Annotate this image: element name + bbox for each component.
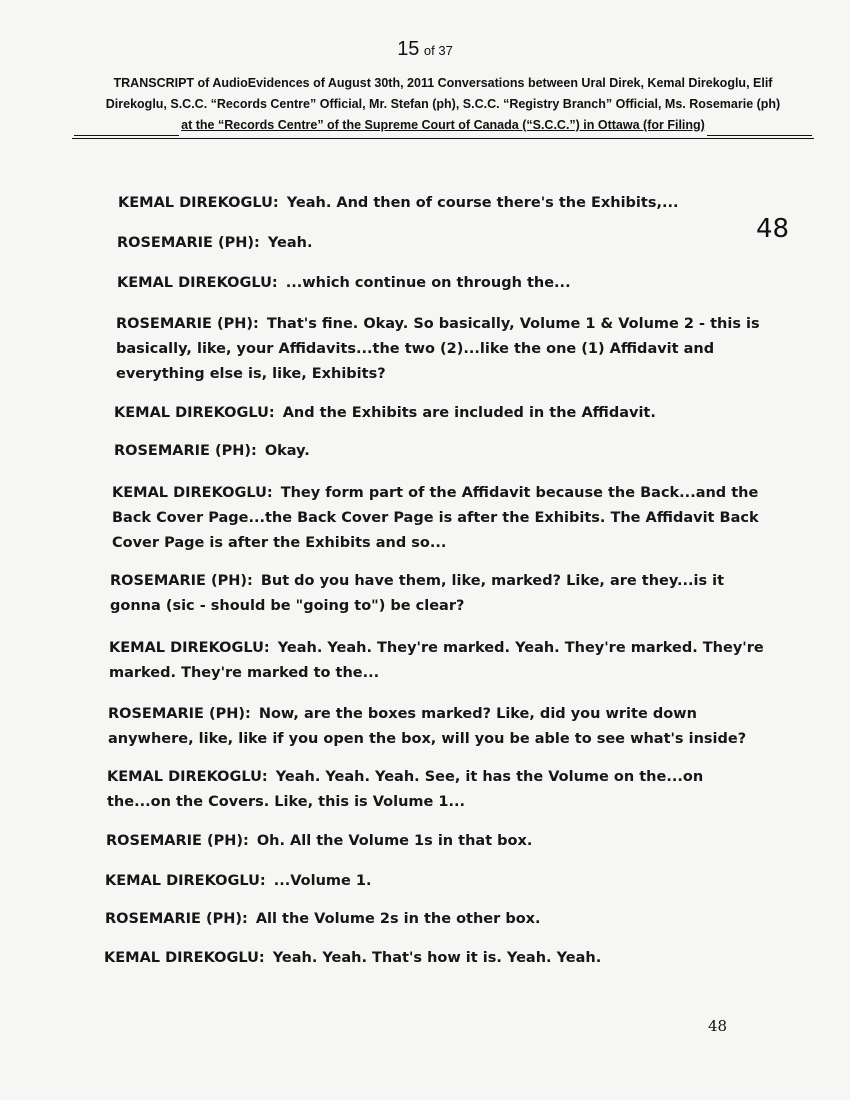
dialogue-turn	[105, 907, 765, 932]
speaker-label: ROSEMARIE (PH):	[108, 706, 251, 722]
dialogue-turn	[104, 946, 764, 971]
dialogue-turn	[108, 702, 768, 752]
header-rule-left	[74, 121, 179, 136]
speaker-label: KEMAL DIREKOGLU:	[112, 485, 273, 501]
dialogue-turn	[106, 829, 766, 854]
speech-text: Yeah. Yeah. That's how it is. Yeah. Yeah.	[272, 950, 602, 966]
speaker-label: KEMAL DIREKOGLU:	[109, 640, 270, 656]
header-line-3-row	[72, 115, 814, 136]
dialogue-turn	[116, 312, 776, 387]
header-rule-right	[707, 121, 812, 136]
speech-text: Yeah. And then of course there's the Exhibits,...	[286, 195, 679, 211]
speaker-label: ROSEMARIE (PH):	[114, 443, 257, 459]
speaker-label: KEMAL DIREKOGLU:	[107, 769, 268, 785]
dialogue-turn	[110, 569, 770, 619]
header-line-1: TRANSCRIPT of AudioEvidences of August 30th, 2011 Conversations between Ural Direk, Kemal Direkoglu, Elif	[113, 76, 773, 90]
speech-text: Now, are the boxes marked? Like, did you write down anywhere, like, like if you open the box, will you be able to see what's inside?	[108, 706, 747, 747]
header-divider	[72, 138, 814, 139]
speaker-label: ROSEMARIE (PH):	[116, 316, 259, 332]
speech-text: But do you have them, like, marked? Like, are they...is it gonna (sic - should be "going to") be clear?	[110, 573, 725, 614]
dialogue-turn	[117, 271, 777, 296]
speaker-label: ROSEMARIE (PH):	[105, 911, 248, 927]
speech-text: Okay.	[264, 443, 310, 459]
speech-text: Yeah.	[267, 235, 313, 251]
dialogue-turn	[114, 401, 774, 426]
speech-text: Yeah. Yeah. Yeah. See, it has the Volume on the...on the...on the Covers. Like, this is Volume 1...	[107, 769, 704, 810]
speaker-label: KEMAL DIREKOGLU:	[104, 950, 265, 966]
page-counter-current: 15	[397, 38, 420, 60]
dialogue-turn	[117, 231, 777, 256]
speech-text: That's fine. Okay. So basically, Volume 1 & Volume 2 - this is basically, like, your Affidavits...the two (2)...like the one (1) Affidavit and everything else is, like, Exhibits?	[116, 316, 760, 382]
dialogue-turn	[107, 765, 767, 815]
dialogue-turn	[109, 636, 769, 686]
speech-text: All the Volume 2s in the other box.	[255, 911, 541, 927]
speaker-label: KEMAL DIREKOGLU:	[105, 873, 266, 889]
speaker-label: KEMAL DIREKOGLU:	[117, 275, 278, 291]
page-counter-total: of 37	[423, 43, 453, 58]
transcript-header	[72, 73, 814, 136]
speech-text: ...Volume 1.	[273, 873, 372, 889]
dialogue-turn	[112, 481, 772, 556]
speaker-label: KEMAL DIREKOGLU:	[114, 405, 275, 421]
speaker-label: ROSEMARIE (PH):	[110, 573, 253, 589]
dialogue-turn	[105, 869, 765, 894]
speech-text: ...which continue on through the...	[285, 275, 571, 291]
speaker-label: KEMAL DIREKOGLU:	[118, 195, 279, 211]
handwritten-page-number: 48	[756, 214, 790, 244]
dialogue-turn	[114, 439, 774, 464]
speaker-label: ROSEMARIE (PH):	[106, 833, 249, 849]
speech-text: Yeah. Yeah. They're marked. Yeah. They're marked. They're marked. They're marked to the...	[109, 640, 764, 681]
header-line-3: at the “Records Centre” of the Supreme Court of Canada (“S.C.C.”) in Ottawa (for Filing)	[181, 118, 705, 132]
footer-page-number: 48	[708, 1017, 728, 1035]
dialogue-turn	[118, 191, 778, 216]
header-line-2: Direkoglu, S.C.C. “Records Centre” Official, Mr. Stefan (ph), S.C.C. “Registry Branch” Official, Ms. Rosemarie (ph)	[105, 97, 781, 111]
speaker-label: ROSEMARIE (PH):	[117, 235, 260, 251]
speech-text: Oh. All the Volume 1s in that box.	[256, 833, 533, 849]
speech-text: And the Exhibits are included in the Affidavit.	[282, 405, 656, 421]
page-counter	[0, 38, 850, 61]
speech-text: They form part of the Affidavit because the Back...and the Back Cover Page...the Back Cover Page is after the Exhibits. The Affidavit Back Cover Page is after the Exhibits and so...	[112, 485, 759, 551]
